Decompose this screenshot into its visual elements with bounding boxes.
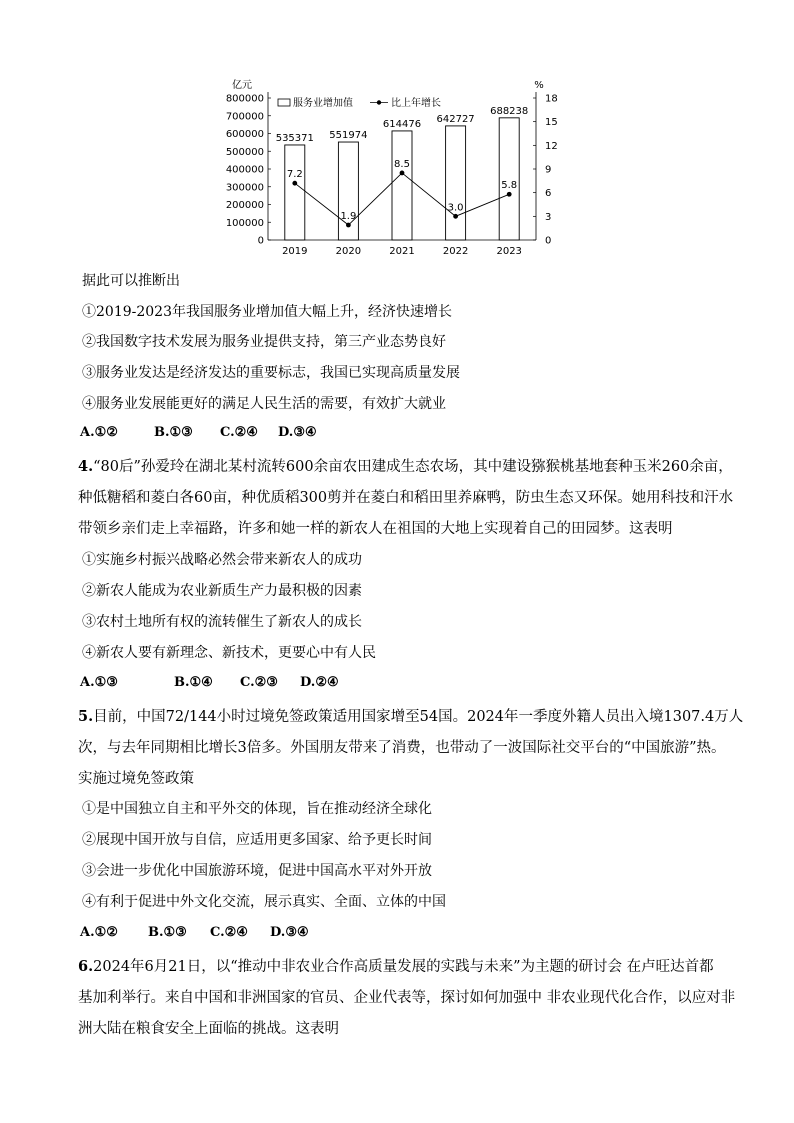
growth-label: 7.2 [286, 169, 303, 181]
q4-line-2: 种低糖稻和菱白各60亩，种优质稻300剪并在菱白和稻田里养麻鸭，防虫生态又环保。她用科技和汗水 [78, 490, 734, 506]
q4-option-d[interactable]: D.②④ [300, 675, 339, 690]
bar [285, 145, 305, 240]
q5-line-3: 实施过境免签政策 [78, 771, 194, 787]
q6-line-1: 2024年6月21日，以“推动中非农业合作高质量发展的实践与未来”为主题的研讨会 在卢旺达首都 [93, 959, 714, 975]
legend-bar-swatch [278, 99, 290, 106]
growth-label: 3.0 [447, 202, 464, 214]
bar-value-label: 551974 [329, 130, 368, 142]
q3-option-a[interactable]: A.①② [80, 425, 118, 440]
q5-number: 5. [78, 708, 94, 725]
q5-option-d[interactable]: D.③④ [270, 925, 309, 940]
x-tick-label: 2021 [389, 246, 415, 257]
legend-bar-label: 服务业增加值 [293, 98, 353, 109]
q5-option-c[interactable]: C.②④ [210, 925, 248, 940]
right-tick-label: 9 [545, 164, 552, 176]
q6-line-3: 洲大陆在粮食安全上面临的挑战。这表明 [78, 1021, 339, 1037]
q5-option-a[interactable]: A.①② [80, 925, 118, 940]
growth-label: 8.5 [394, 158, 410, 170]
q3-option-c[interactable]: C.②④ [220, 425, 258, 440]
left-tick-label: 800000 [225, 93, 264, 105]
left-tick-label: 400000 [225, 164, 264, 176]
legend-line-dot [377, 100, 381, 104]
service-industry-chart [218, 78, 558, 258]
bar-value-label: 535371 [275, 132, 314, 144]
q6-stem [78, 951, 758, 1045]
right-tick-label: 12 [545, 140, 558, 152]
q4-option-a[interactable]: A.①③ [80, 675, 118, 690]
q3-option-b[interactable]: B.①③ [154, 425, 193, 440]
left-tick-label: 500000 [225, 146, 264, 158]
growth-point [400, 171, 405, 176]
right-tick-label: 18 [545, 93, 558, 105]
q5-stem [78, 701, 758, 795]
q5-line-1: 目前，中国72/144小时过境免签政策适用国家增至54国。2024年一季度外籍人员出入境1307.4万人 [93, 709, 744, 725]
bar [392, 131, 412, 240]
q6-line-2: 基加利举行。来自中国和非洲国家的官员、企业代表等，探讨如何加强中 非农业现代化合作，以应对非 [78, 990, 736, 1006]
q4-line-1: “80后”孙爱玲在湖北某村流转600余亩农田建成生态农场，其中建设猕猴桃基地套种玉米260余亩， [93, 459, 733, 475]
q3-item-1: ①2019-2023年我国服务业增加值大幅上升，经济快速增长 [82, 304, 452, 320]
left-unit: 亿元 [232, 80, 252, 91]
left-tick-label: 200000 [225, 200, 264, 211]
legend-line-label: 比上年增长 [391, 98, 441, 109]
q4-stem [78, 451, 758, 545]
q4-item-2: ②新农人能成为农业新质生产力最积极的因素 [82, 583, 362, 599]
q4-item-4: ④新农人要有新理念、新技术，更要心中有人民 [82, 645, 376, 661]
right-unit: % [534, 80, 544, 91]
growth-point [346, 223, 351, 228]
growth-label: 5.8 [501, 180, 518, 192]
growth-label: 1.9 [340, 211, 357, 223]
q5-item-1: ①是中国独立自主和平外交的体现，旨在推动经济全球化 [82, 801, 432, 817]
x-tick-label: 2023 [496, 246, 522, 257]
left-tick-label: 600000 [225, 129, 264, 140]
growth-point [453, 214, 458, 219]
q6-number: 6. [78, 958, 94, 975]
bar-value-label: 642727 [436, 113, 475, 125]
q3-item-4: ④服务业发展能更好的满足人民生活的需要，有效扩大就业 [82, 396, 446, 412]
left-tick-label: 0 [257, 235, 264, 247]
q3-item-3: ③服务业发达是经济发达的重要标志，我国已实现高质量发展 [82, 365, 460, 381]
q5-item-4: ④有利于促进中外文化交流，展示真实、全面、立体的中国 [82, 894, 446, 910]
q3-item-2: ②我国数字技术发展为服务业提供支持，第三产业态势良好 [82, 334, 446, 350]
growth-point [507, 192, 512, 197]
left-tick-label: 100000 [225, 217, 264, 229]
growth-point [292, 181, 297, 186]
bar-value-label: 614476 [382, 118, 422, 130]
q4-line-3: 带领乡亲们走上幸福路，许多和她一样的新农人在祖国的大地上实现着自己的田园梦。这表明 [78, 521, 673, 537]
q5-item-3: ③会进一步优化中国旅游环境，促进中国高水平对外开放 [82, 863, 432, 879]
right-tick-label: 6 [545, 188, 552, 200]
bar [446, 126, 466, 240]
x-tick-label: 2020 [335, 246, 362, 257]
left-tick-label: 300000 [225, 182, 264, 194]
intro-text: 据此可以推断出 [82, 273, 180, 289]
q4-item-1: ①实施乡村振兴战略必然会带来新农人的成功 [82, 552, 362, 568]
x-tick-label: 2022 [442, 246, 469, 257]
q4-option-c[interactable]: C.②③ [240, 675, 278, 690]
right-tick-label: 0 [545, 235, 552, 247]
q3-option-d[interactable]: D.③④ [278, 425, 317, 440]
q5-options [80, 925, 309, 940]
bar-value-label: 688238 [490, 105, 529, 117]
right-tick-label: 3 [545, 211, 552, 223]
x-tick-label: 2019 [282, 246, 308, 257]
q4-options [80, 675, 339, 690]
q5-line-2: 次，与去年同期相比增长3倍多。外国朋友带来了消费，也带动了一波国际社交平台的“中国旅游”热。 [78, 740, 726, 756]
q4-option-b[interactable]: B.①④ [174, 675, 213, 690]
q5-item-2: ②展现中国开放与自信，应适用更多国家、给予更长时间 [82, 832, 432, 848]
right-tick-label: 15 [545, 117, 558, 129]
q4-number: 4. [78, 458, 94, 475]
q5-option-b[interactable]: B.①③ [148, 925, 187, 940]
q3-options [80, 425, 317, 440]
left-tick-label: 700000 [225, 111, 264, 123]
bar [499, 118, 519, 240]
q4-item-3: ③农村土地所有权的流转催生了新农人的成长 [82, 614, 362, 630]
